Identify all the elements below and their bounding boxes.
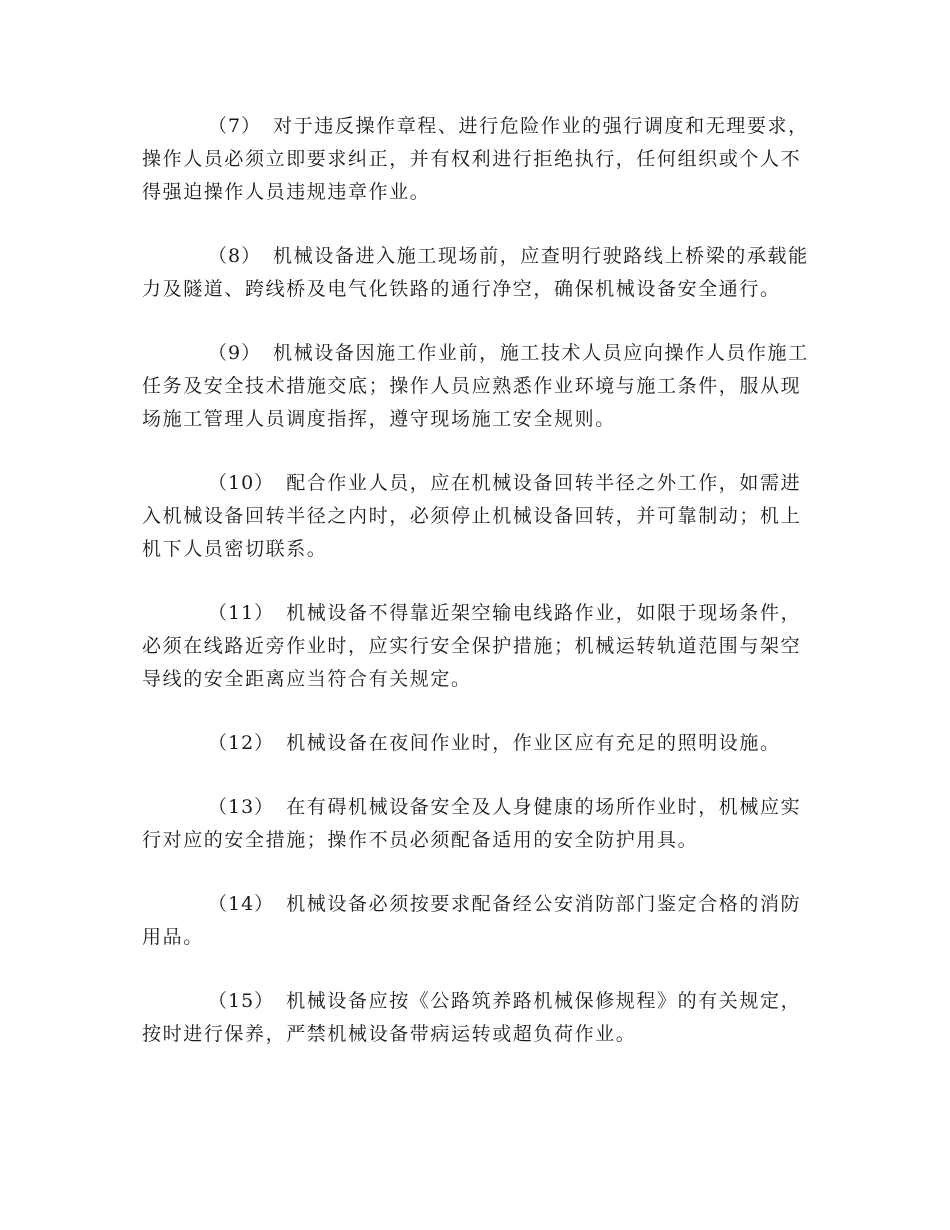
paragraph-number: （13） xyxy=(208,796,275,818)
paragraph-number: （14） xyxy=(208,893,275,915)
paragraph-text: 机械设备因施工作业前，施工技术人员应向操作人员作施工任务及安全技术措施交底；操作人员应熟悉作业环境与施工条件，服从现场施工管理人员调度指挥，遵守现场施工安全规则。 xyxy=(142,342,809,430)
paragraph-text: 机械设备必须按要求配备经公安消防部门鉴定合格的消防用品。 xyxy=(142,893,802,948)
paragraph-number: （10） xyxy=(208,472,275,494)
paragraph-text: 机械设备进入施工现场前，应查明行驶路线上桥梁的承载能力及隧道、跨线桥及电气化铁路的通行净空，确保机械设备安全通行。 xyxy=(142,245,809,300)
paragraph-10 xyxy=(142,467,810,566)
paragraph-text: 机械设备应按《公路筑养路机械保修规程》的有关规定，按时进行保养，严禁机械设备带病运转或超负荷作业。 xyxy=(142,990,802,1045)
document-body xyxy=(142,110,810,1082)
paragraph-15 xyxy=(142,985,810,1051)
paragraph-number: （8） xyxy=(208,245,262,267)
paragraph-text: 配合作业人员，应在机械设备回转半径之外工作，如需进入机械设备回转半径之内时，必须停止机械设备回转，并可靠制动；机上机下人员密切联系。 xyxy=(142,472,802,560)
paragraph-number: （15） xyxy=(208,990,275,1012)
paragraph-text: 机械设备不得靠近架空输电线路作业，如限于现场条件，必须在线路近旁作业时，应实行安全保护措施；机械运转轨道范围与架空导线的安全距离应当符合有关规定。 xyxy=(142,602,802,690)
paragraph-11 xyxy=(142,597,810,696)
paragraph-9 xyxy=(142,337,810,436)
paragraph-number: （11） xyxy=(208,602,275,624)
paragraph-number: （7） xyxy=(208,115,262,137)
paragraph-7 xyxy=(142,110,810,209)
paragraph-number: （9） xyxy=(208,342,262,364)
paragraph-13 xyxy=(142,791,810,857)
paragraph-8 xyxy=(142,240,810,306)
paragraph-text: 在有碍机械设备安全及人身健康的场所作业时，机械应实行对应的安全措施；操作不员必须配备适用的安全防护用具。 xyxy=(142,796,802,851)
paragraph-text: 对于违反操作章程、进行危险作业的强行调度和无理要求，操作人员必须立即要求纠正，并有权利进行拒绝执行，任何组织或个人不得强迫操作人员违规违章作业。 xyxy=(142,115,809,203)
paragraph-14 xyxy=(142,888,810,954)
paragraph-12 xyxy=(142,727,810,760)
paragraph-number: （12） xyxy=(208,732,275,754)
paragraph-text: 机械设备在夜间作业时，作业区应有充足的照明设施。 xyxy=(286,732,781,754)
